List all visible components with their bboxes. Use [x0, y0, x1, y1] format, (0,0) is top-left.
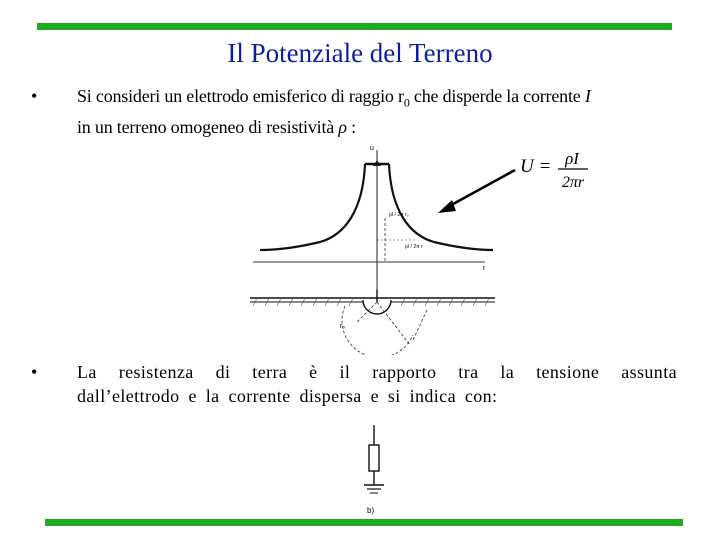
- current-variable: I: [584, 86, 591, 106]
- bullet-text: [77, 84, 677, 139]
- bullet-line2-text: dall’elettrodo e la corrente dispersa e si indica con:: [77, 386, 498, 406]
- bullet-text: [77, 360, 677, 408]
- potential-curve-right: [389, 164, 493, 250]
- earth-resistance-symbol: [355, 425, 395, 517]
- radius-subscript: 0: [403, 95, 410, 110]
- bullet-line2-text: in un terreno omogeneo di resistività: [77, 116, 339, 137]
- formula-denominator: 2πr: [561, 174, 585, 191]
- bullet-marker: •: [31, 362, 38, 382]
- bullet-marker: •: [31, 86, 38, 106]
- radius-label: r₀: [340, 323, 346, 330]
- formula-numerator: ρI: [565, 149, 579, 168]
- label-top-value: ρI / 2π r₀: [389, 212, 409, 218]
- figure-caption: b): [367, 506, 375, 515]
- bullet-line1-post: che disperde la corrente: [409, 86, 585, 106]
- resistor-icon: [369, 445, 379, 471]
- formula-lhs: U =: [520, 156, 552, 177]
- potential-curve-left: [260, 164, 365, 250]
- potential-curve-figure: [245, 140, 505, 355]
- slide-title: Il Potenziale del Terreno: [227, 38, 493, 68]
- top-accent-bar: [37, 23, 672, 30]
- potential-formula: [518, 143, 598, 193]
- resistivity-symbol: ρ: [338, 116, 347, 137]
- bullet-line1-text: Si consideri un elettrodo emisferico di raggio r: [77, 86, 404, 106]
- label-side-value: ρI / 2π r: [405, 244, 423, 250]
- bottom-accent-bar: [45, 519, 683, 526]
- x-axis-label: r: [483, 265, 486, 272]
- bullet-line1-text: La resistenza di terra è il rapporto tra la tensione assunta: [77, 362, 677, 382]
- axis-u-label: u: [370, 145, 374, 152]
- bullet-line2-end: :: [346, 116, 356, 137]
